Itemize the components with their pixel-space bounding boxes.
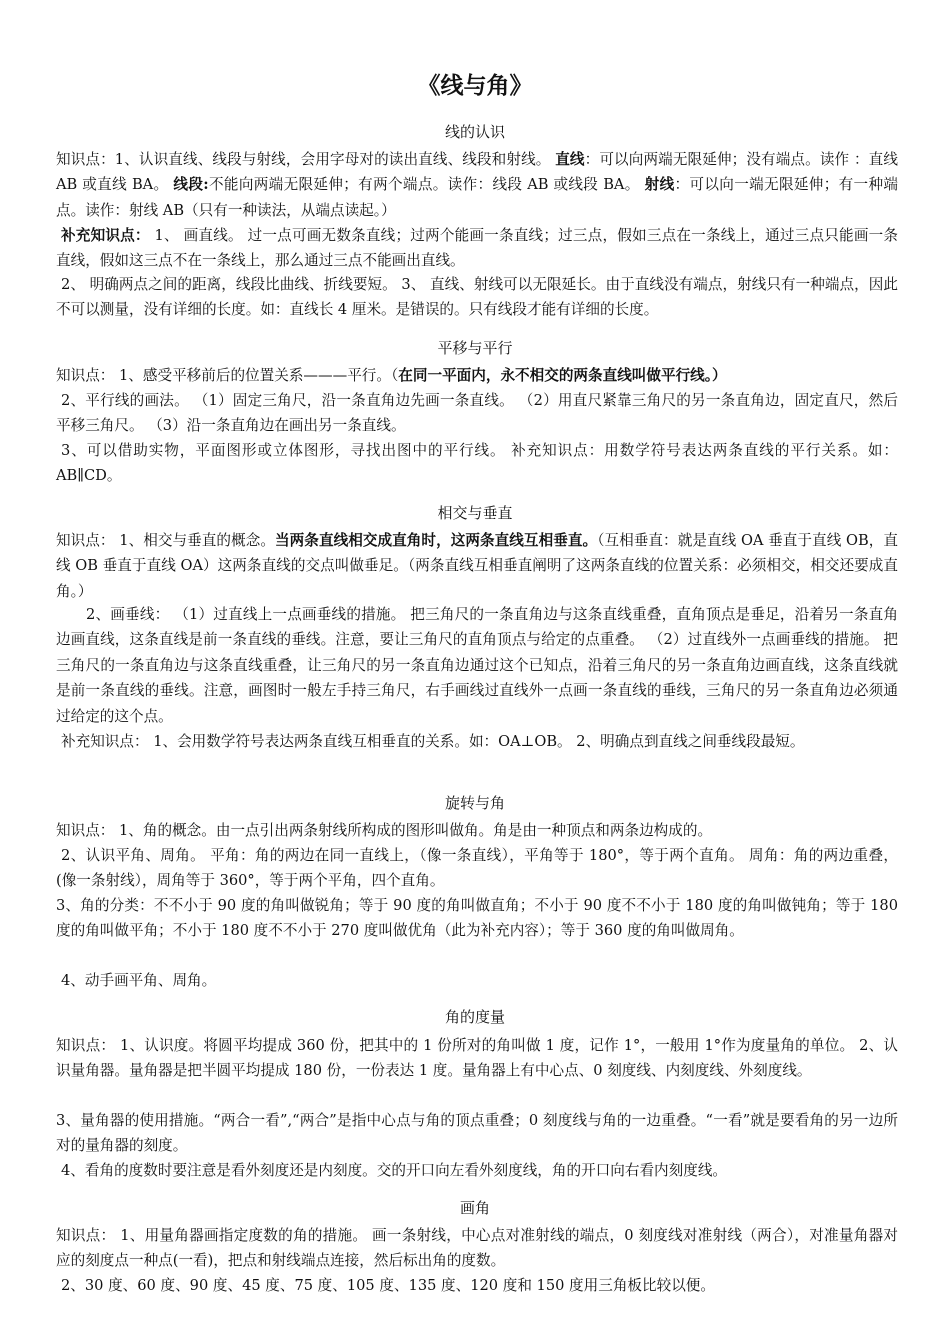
section-heading-angle-measurement: 角的度量 xyxy=(444,1008,505,1026)
text-run: 2、认识平角、周角。 平角：角的两边在同一直线上，（像一条直线），平角等于 180°，等于两个直角。 周角：角的两边重叠，(像一条射线），周角等于 360°，等于两个平角，四个直角。 xyxy=(56,847,898,890)
paragraph xyxy=(56,1033,898,1084)
section-heading-intersect-perpendicular: 相交与垂直 xyxy=(437,504,513,522)
text-run: 2、30 度、60 度、90 度、45 度、75 度、105 度、135 度、120 度和 150 度用三角板比较以便。 xyxy=(61,1277,715,1294)
bold-text-run: 在同一平面内，永不相交的两条直线叫做平行线。） xyxy=(398,367,727,384)
paragraph xyxy=(56,223,898,274)
text-run: 知识点：1、认识直线、线段与射线，会用字母对的读出直线、线段和射线。 xyxy=(56,151,556,168)
paragraph xyxy=(56,843,898,894)
paragraph xyxy=(56,968,898,993)
paragraph xyxy=(56,818,898,843)
bold-text-run: 直线 xyxy=(555,151,585,168)
text-run: 知识点： 1、相交与垂直的概念。 xyxy=(56,532,276,549)
section-heading-line-recognition: 线的认识 xyxy=(444,123,505,141)
paragraph xyxy=(56,388,898,439)
section-heading-drawing-angles: 画角 xyxy=(459,1199,490,1217)
text-run: 3、角的分类：不不小于 90 度的角叫做锐角；等于 90 度的角叫做直角；不小于 90 度不不小于 180 度的角叫做钝角；等于 180 度的角叫做平角；不小于 180 度不不小于 270 度叫做优角（此为补充内容）；等于 360 度的角叫做周角。 xyxy=(56,897,898,940)
paragraph xyxy=(56,602,898,729)
section-heading-translation-parallel: 平移与平行 xyxy=(437,339,513,357)
paragraph xyxy=(56,528,898,604)
paragraph xyxy=(56,363,898,388)
text-run: 不能向两端无限延伸；有两个端点。读作：线段 AB 或线段 BA。 xyxy=(208,176,645,194)
section-heading-rotation-angle: 旋转与角 xyxy=(444,794,505,812)
bold-text-run: 射线 xyxy=(644,176,675,194)
text-run: 知识点： 1、用量角器画指定度数的角的措施。 画一条射线，中心点对准射线的端点，0 刻度线对准射线（两合），对准量角器对应的刻度点一种点(一看)，把点和射线端点连接，然后标出角的度数。 xyxy=(56,1227,898,1270)
text-run: 2、 明确两点之间的距离，线段比曲线、折线要短。 3、 直线、射线可以无限延长。由于直线没有端点，射线只有一种端点，因此不可以测量，没有详细的长度。如：直线长 4 厘米。是错误的。只有线段才能有详细的长度。 xyxy=(56,276,898,319)
paragraph xyxy=(56,272,898,323)
paragraph xyxy=(56,1223,898,1274)
text-run: ：可以向两端无限延伸；没有端点。读作 ：直线 AB 或直线 BA。 xyxy=(56,151,898,194)
text-run: 1、 画直线。 过一点可画无数条直线；过两个能画一条直线；过三点，假如三点在一条线上，通过三点只能画一条直线，假如这三点不在一条线上，那么通过三点不能画出直线。 xyxy=(56,227,898,270)
text-run: 4、看角的度数时要注意是看外刻度还是内刻度。交的开口向左看外刻度线，角的开口向右看内刻度线。 xyxy=(61,1162,728,1179)
bold-text-run: 补充知识点： xyxy=(61,227,150,244)
bold-text-run: 当两条直线相交成直角时，这两条直线互相垂直。 xyxy=(275,532,598,549)
text-run: （互相垂直：就是直线 OA 垂直于直线 OB，直线 OB 垂直于直线 OA）这两条直线的交点叫做垂足。（两条直线互相垂直阐明了这两条直线的位置关系：必须相交，相交还要成直角。） xyxy=(56,532,898,600)
text-run: 2、画垂线： （1）过直线上一点画垂线的措施。 把三角尺的一条直角边与这条直线重叠，直角顶点是垂足，沿着另一条直角边画直线，这条直线是前一条直线的垂线。注意，要让三角尺的直角顶点与给定的点重叠。 （2）过直线外一点画垂线的措施。 把三角尺的一条直角边与这条直线重叠，让三角尺的另一条直角边通过这个已知点，沿着三角尺的另一条直角边画直线，这条直线就是前一条直线的垂线。注意，画图时一般左手持三角尺，右手画线过直线外一点画一条直线的垂线，三角尺的另一条直角边必须通过给定的这个点。 xyxy=(56,606,898,725)
text-run: 3、量角器的使用措施。“两合一看”,“两合”是指中心点与角的顶点重叠；0 刻度线与角的一边重叠。“一看”就是要看角的另一边所对的量角器的刻度。 xyxy=(56,1112,898,1155)
paragraph xyxy=(56,1108,898,1159)
paragraph xyxy=(56,1158,898,1183)
text-run: 知识点： 1、认识度。将圆平均提成 360 份，把其中的 1 份所对的角叫做 1 度，记作 1°，一般用 1°作为度量角的单位。 2、认识量角器。量角器是把半圆平均提成 180 份，一份表达 1 度。量角器上有中心点、0 刻度线、内刻度线、外刻度线。 xyxy=(56,1037,898,1080)
text-run: 2、平行线的画法。 （1）固定三角尺，沿一条直角边先画一条直线。 （2）用直尺紧靠三角尺的另一条直角边，固定直尺，然后平移三角尺。 （3）沿一条直角边在画出另一条直线。 xyxy=(56,392,898,435)
bold-text-run: 线段: xyxy=(173,176,209,194)
text-run: 3、可以借助实物，平面图形或立体图形，寻找出图中的平行线。 补充知识点：用数学符号表达两条直线的平行关系。如：AB∥CD。 xyxy=(56,442,898,485)
paragraph xyxy=(56,893,898,944)
text-run: 补充知识点： 1、会用数学符号表达两条直线互相垂直的关系。如：OA⊥OB。 2、明确点到直线之间垂线段最短。 xyxy=(61,733,805,750)
text-run: 4、动手画平角、周角。 xyxy=(61,972,217,989)
paragraph xyxy=(56,1273,898,1298)
paragraph xyxy=(56,147,898,223)
paragraph xyxy=(56,438,898,489)
paragraph xyxy=(56,729,916,754)
text-run: 知识点： 1、角的概念。由一点引出两条射线所构成的图形叫做角。角是由一种顶点和两条边构成的。 xyxy=(56,822,713,839)
document-title: 《线与角》 xyxy=(417,73,533,99)
text-run: ：可以向一端无限延伸；有一种端点。读作：射线 AB（只有一种读法，从端点读起。） xyxy=(56,176,898,219)
text-run: 知识点： 1、感受平移前后的位置关系———平行。（ xyxy=(56,367,399,384)
